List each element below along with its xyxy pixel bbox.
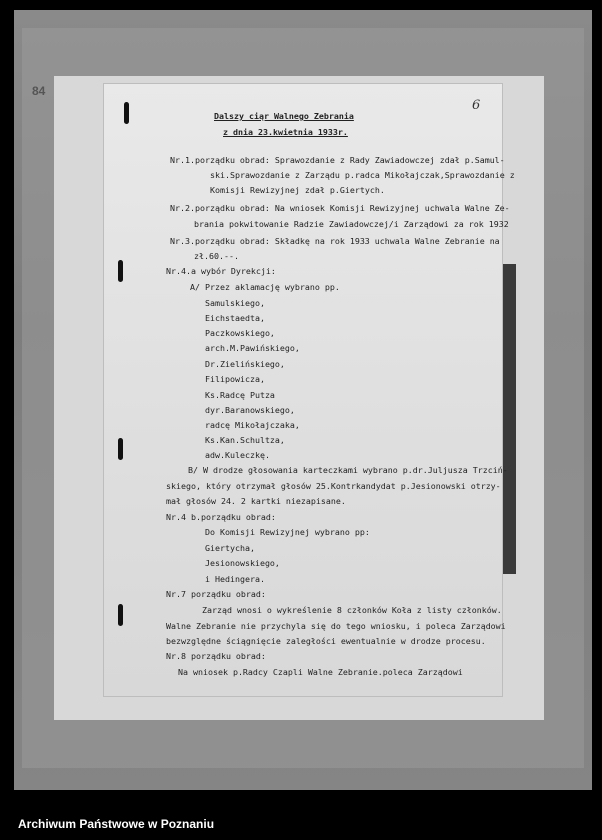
punch-hole xyxy=(124,102,129,124)
doc-line: Jesionowskiego, xyxy=(205,558,280,568)
doc-line: Na wniosek p.Radcy Czapli Walne Zebranie.poleca Zarządowi xyxy=(178,667,463,677)
punch-hole xyxy=(118,438,123,460)
doc-line: i Hedingera. xyxy=(205,574,265,584)
punch-hole xyxy=(118,260,123,282)
doc-line: Zarząd wnosi o wykreślenie 8 członków Koła z listy członków. xyxy=(202,605,502,615)
doc-line: B/ W drodze głosowania karteczkami wybrano p.dr.Juljusza Trzciń- xyxy=(188,465,508,475)
doc-line: Nr.7 porządku obrad: xyxy=(166,589,266,599)
doc-line: arch.M.Pawińskiego, xyxy=(205,343,300,353)
doc-line: Nr.4 b.porządku obrad: xyxy=(166,512,276,522)
doc-line: Nr.4.a wybór Dyrekcji: xyxy=(166,266,276,276)
doc-line: Ks.Kan.Schultza, xyxy=(205,435,285,445)
punch-hole xyxy=(118,604,123,626)
doc-line: Paczkowskiego, xyxy=(205,328,275,338)
doc-line: skiego, który otrzymał głosów 25.Kontrkandydat p.Jesionowski otrzy- xyxy=(166,481,501,491)
doc-line: Nr.1.porządku obrad: Sprawozdanie z Rady Zawiadowczej zdał p.Samul- xyxy=(170,155,505,165)
doc-line: Samulskiego, xyxy=(205,298,265,308)
doc-line: Do Komisji Rewizyjnej wybrano pp: xyxy=(205,527,370,537)
doc-line: Nr.3.porządku obrad: Składkę na rok 1933 uchwala Walne Zebranie na xyxy=(170,236,500,246)
doc-line: Ks.Radcę Putza xyxy=(205,390,275,400)
doc-line: Nr.2.porządku obrad: Na wniosek Komisji Rewizyjnej uchwala Walne Ze- xyxy=(170,203,510,213)
doc-title: Dalszy ciąr Walnego Zebrania xyxy=(214,111,354,121)
doc-line: ski.Sprawozdanie z Zarządu p.radca Mikołajczak,Sprawozdanie z xyxy=(210,170,515,180)
doc-line: Filipowicza, xyxy=(205,374,265,384)
doc-line: dyr.Baranowskiego, xyxy=(205,405,295,415)
corner-mark: 84 xyxy=(32,84,46,98)
doc-line: A/ Przez aklamację wybrano pp. xyxy=(190,282,340,292)
doc-line: mał głosów 24. 2 kartki niezapisane. xyxy=(166,496,346,506)
doc-line: Giertycha, xyxy=(205,543,255,553)
doc-line: brania pokwitowanie Radzie Zawiadowczej/i Zarządowi za rok 1932 xyxy=(194,219,509,229)
archive-footer-label: Archiwum Państwowe w Poznaniu xyxy=(18,817,215,831)
doc-line: Eichstaedta, xyxy=(205,313,265,323)
doc-line: zł.60.--. xyxy=(194,251,239,261)
page-number: 6 xyxy=(472,98,481,113)
doc-line: Komisji Rewizyjnej zdał p.Giertych. xyxy=(210,185,385,195)
doc-date: z dnia 23.kwietnia 1933r. xyxy=(223,127,348,137)
doc-line: Walne Zebranie nie przychyla się do tego wniosku, i poleca Zarządowi xyxy=(166,621,506,631)
doc-line: Nr.8 porządku obrad: xyxy=(166,651,266,661)
doc-line: radcę Mikołajczaka, xyxy=(205,420,300,430)
doc-line: adw.Kuleczkę. xyxy=(205,450,270,460)
doc-line: Dr.Zielińskiego, xyxy=(205,359,285,369)
doc-line: bezwzględne ściągnięcie zaległości ewentualnie w drodze procesu. xyxy=(166,636,486,646)
